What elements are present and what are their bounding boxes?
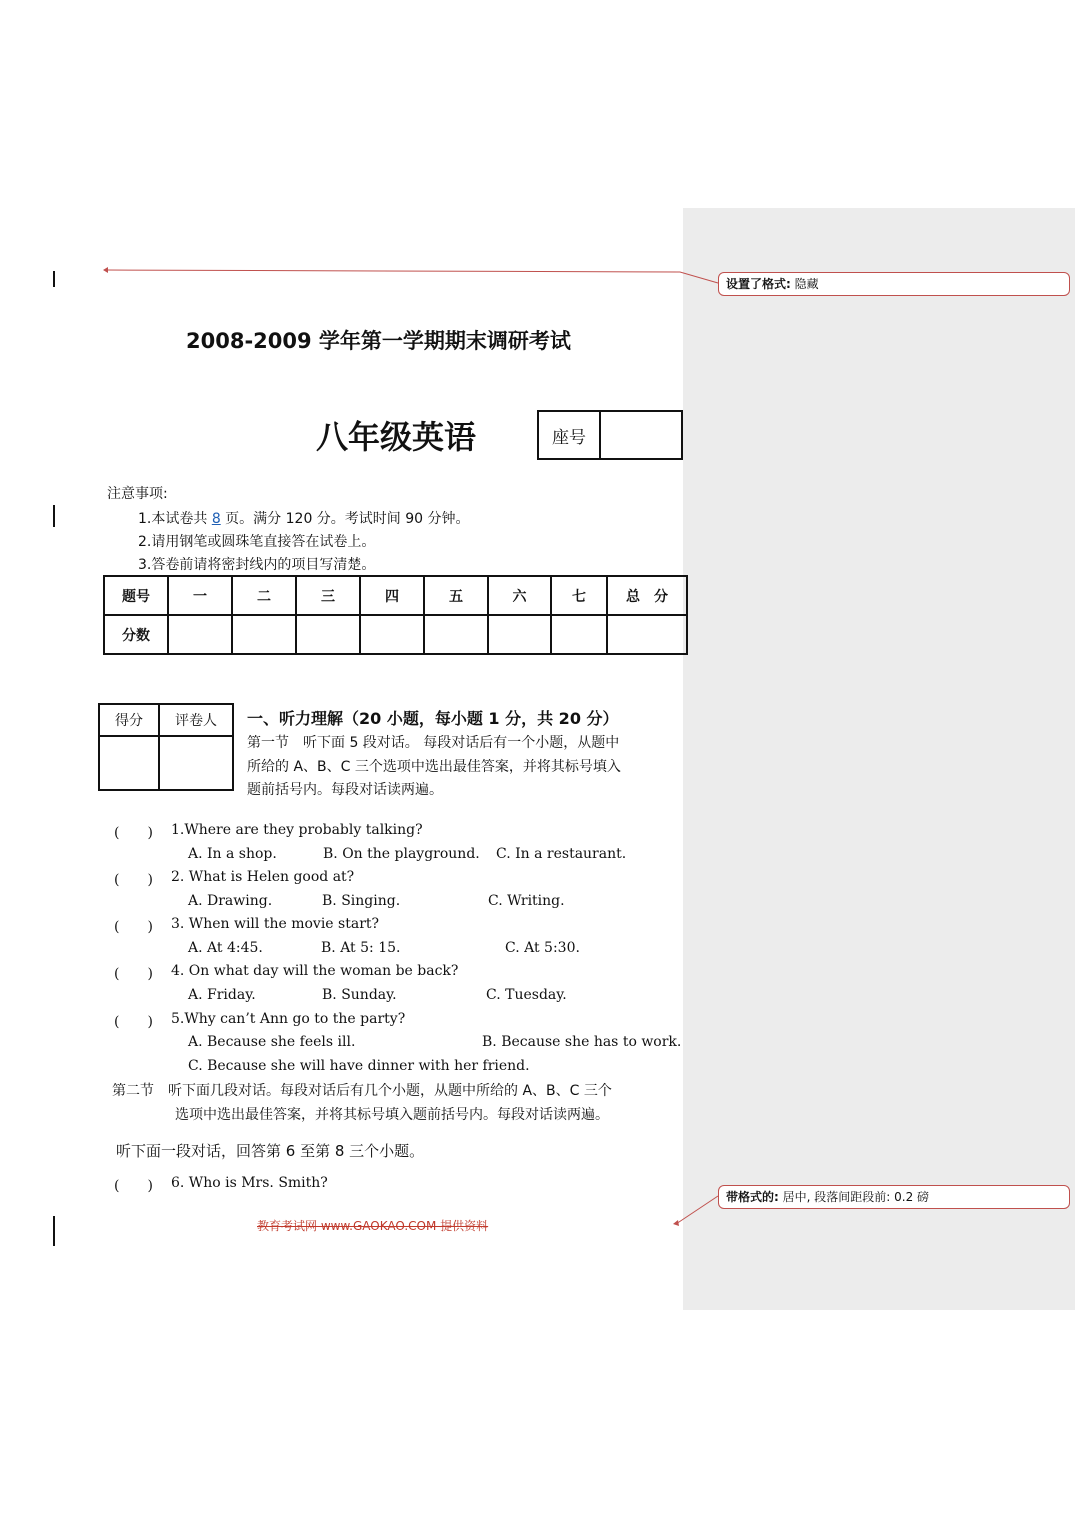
part2-instructions-line: 选项中选出最佳答案，并将其标号填入题前括号内。每段对话读两遍。 xyxy=(175,1107,609,1123)
seat-label: 座号 xyxy=(538,411,600,459)
seat-number-box xyxy=(537,410,683,460)
part2-instructions-line: 第二节 听下面几段对话。每段对话后有几个小题，从题中所给的 A、B、C 三个 xyxy=(112,1083,612,1099)
score-header-cell: 五 xyxy=(424,576,488,615)
score-table-value-row xyxy=(104,615,687,654)
option-b: B. At 5: 15. xyxy=(321,940,401,956)
note-item-2: 2.请用钢笔或圆珠笔直接答在试卷上。 xyxy=(138,534,376,550)
section1-instructions-line: 所给的 A、B、C 三个选项中选出最佳答案，并将其标号填入 xyxy=(247,759,621,775)
score-cell[interactable] xyxy=(296,615,360,654)
revision-balloon-format[interactable] xyxy=(718,272,1070,296)
section1-instructions-line: 题前括号内。每段对话读两遍。 xyxy=(247,782,443,798)
note-text: 页。满分 120 分。考试时间 90 分钟。 xyxy=(220,511,470,527)
option-c: C. In a restaurant. xyxy=(496,846,627,862)
seat-input[interactable] xyxy=(600,411,682,459)
score-header-cell: 四 xyxy=(360,576,424,615)
revision-anchor-2 xyxy=(673,1220,679,1226)
revision-line-2 xyxy=(676,1196,718,1224)
score-cell[interactable] xyxy=(360,615,424,654)
option-c: C. Because she will have dinner with her friend. xyxy=(188,1058,530,1074)
score-header-cell: 题号 xyxy=(104,576,168,615)
option-c: C. At 5:30. xyxy=(505,940,580,956)
note-item-3: 3.答卷前请将密封线内的项目写清楚。 xyxy=(138,557,376,573)
notes-heading: 注意事项: xyxy=(107,486,168,502)
option-a: A. In a shop. xyxy=(188,846,277,862)
answer-paren[interactable]: ( ) xyxy=(114,825,153,841)
change-bar xyxy=(53,1216,55,1246)
option-b: B. Singing. xyxy=(322,893,401,909)
option-a: A. Because she feels ill. xyxy=(188,1034,356,1050)
score-header-cell: 一 xyxy=(168,576,232,615)
balloon-label: 设置了格式: xyxy=(726,277,791,291)
change-bar xyxy=(53,505,55,527)
question-stem: 4. On what day will the woman be back? xyxy=(171,963,459,979)
change-bar xyxy=(53,271,55,287)
option-a: A. Drawing. xyxy=(188,893,273,909)
answer-paren[interactable]: ( ) xyxy=(114,872,153,888)
score-header-cell: 六 xyxy=(488,576,551,615)
answer-paren[interactable]: ( ) xyxy=(114,966,153,982)
revision-balloon-paragraph[interactable] xyxy=(718,1185,1070,1209)
note-item-1 xyxy=(138,508,470,528)
question-stem: 5.Why can’t Ann go to the party? xyxy=(171,1011,406,1027)
score-cell[interactable] xyxy=(424,615,488,654)
score-cell[interactable] xyxy=(607,615,687,654)
option-b: B. On the playground. xyxy=(323,846,480,862)
section1-title: 一、听力理解（20 小题，每小题 1 分，共 20 分） xyxy=(247,709,619,728)
option-b: B. Sunday. xyxy=(322,987,397,1003)
grader-name-label: 评卷人 xyxy=(159,704,233,736)
option-b: B. Because she has to work. xyxy=(482,1034,682,1050)
section1-instructions-line: 第一节 听下面 5 段对话。 每段对话后有一个小题，从题中 xyxy=(247,735,620,751)
question-stem: 3. When will the movie start? xyxy=(171,916,380,932)
balloon-value: 居中, 段落间距段前: 0.2 磅 xyxy=(782,1190,930,1204)
score-cell[interactable] xyxy=(488,615,551,654)
score-header-cell: 七 xyxy=(551,576,607,615)
score-header-cell: 二 xyxy=(232,576,296,615)
subject-title: 八年级英语 xyxy=(316,418,477,456)
deleted-footer-text: 教育考试网 www.GAOKAO.COM 提供资料 xyxy=(257,1219,489,1233)
grader-table xyxy=(98,703,234,791)
note-text: 1.本试卷共 xyxy=(138,511,212,527)
score-table-header-row xyxy=(104,576,687,615)
answer-paren[interactable]: ( ) xyxy=(114,919,153,935)
answer-paren[interactable]: ( ) xyxy=(114,1178,153,1194)
question-stem: 2. What is Helen good at? xyxy=(171,869,355,885)
answer-paren[interactable]: ( ) xyxy=(114,1014,153,1030)
grader-score-cell[interactable] xyxy=(99,736,159,790)
dialogue-intro: 听下面一段对话，回答第 6 至第 8 三个小题。 xyxy=(116,1142,425,1160)
question-stem: 6. Who is Mrs. Smith? xyxy=(171,1175,328,1191)
option-a: A. Friday. xyxy=(188,987,256,1003)
option-c: C. Tuesday. xyxy=(486,987,567,1003)
revision-anchor-1 xyxy=(103,267,108,273)
page-count: 8 xyxy=(211,511,221,527)
score-cell[interactable] xyxy=(551,615,607,654)
score-table xyxy=(103,575,688,655)
option-a: A. At 4:45. xyxy=(188,940,263,956)
score-header-cell: 三 xyxy=(296,576,360,615)
revision-line-1 xyxy=(106,270,718,283)
score-cell[interactable] xyxy=(168,615,232,654)
balloon-value: 隐藏 xyxy=(794,277,819,291)
exam-title: 2008-2009 学年第一学期期末调研考试 xyxy=(186,329,571,353)
question-stem: 1.Where are they probably talking? xyxy=(171,822,423,838)
score-row-label: 分数 xyxy=(104,615,168,654)
score-header-cell: 总 分 xyxy=(607,576,687,615)
option-c: C. Writing. xyxy=(488,893,565,909)
balloon-label: 带格式的: xyxy=(726,1190,779,1204)
grader-score-label: 得分 xyxy=(99,704,159,736)
score-cell[interactable] xyxy=(232,615,296,654)
grader-name-cell[interactable] xyxy=(159,736,233,790)
